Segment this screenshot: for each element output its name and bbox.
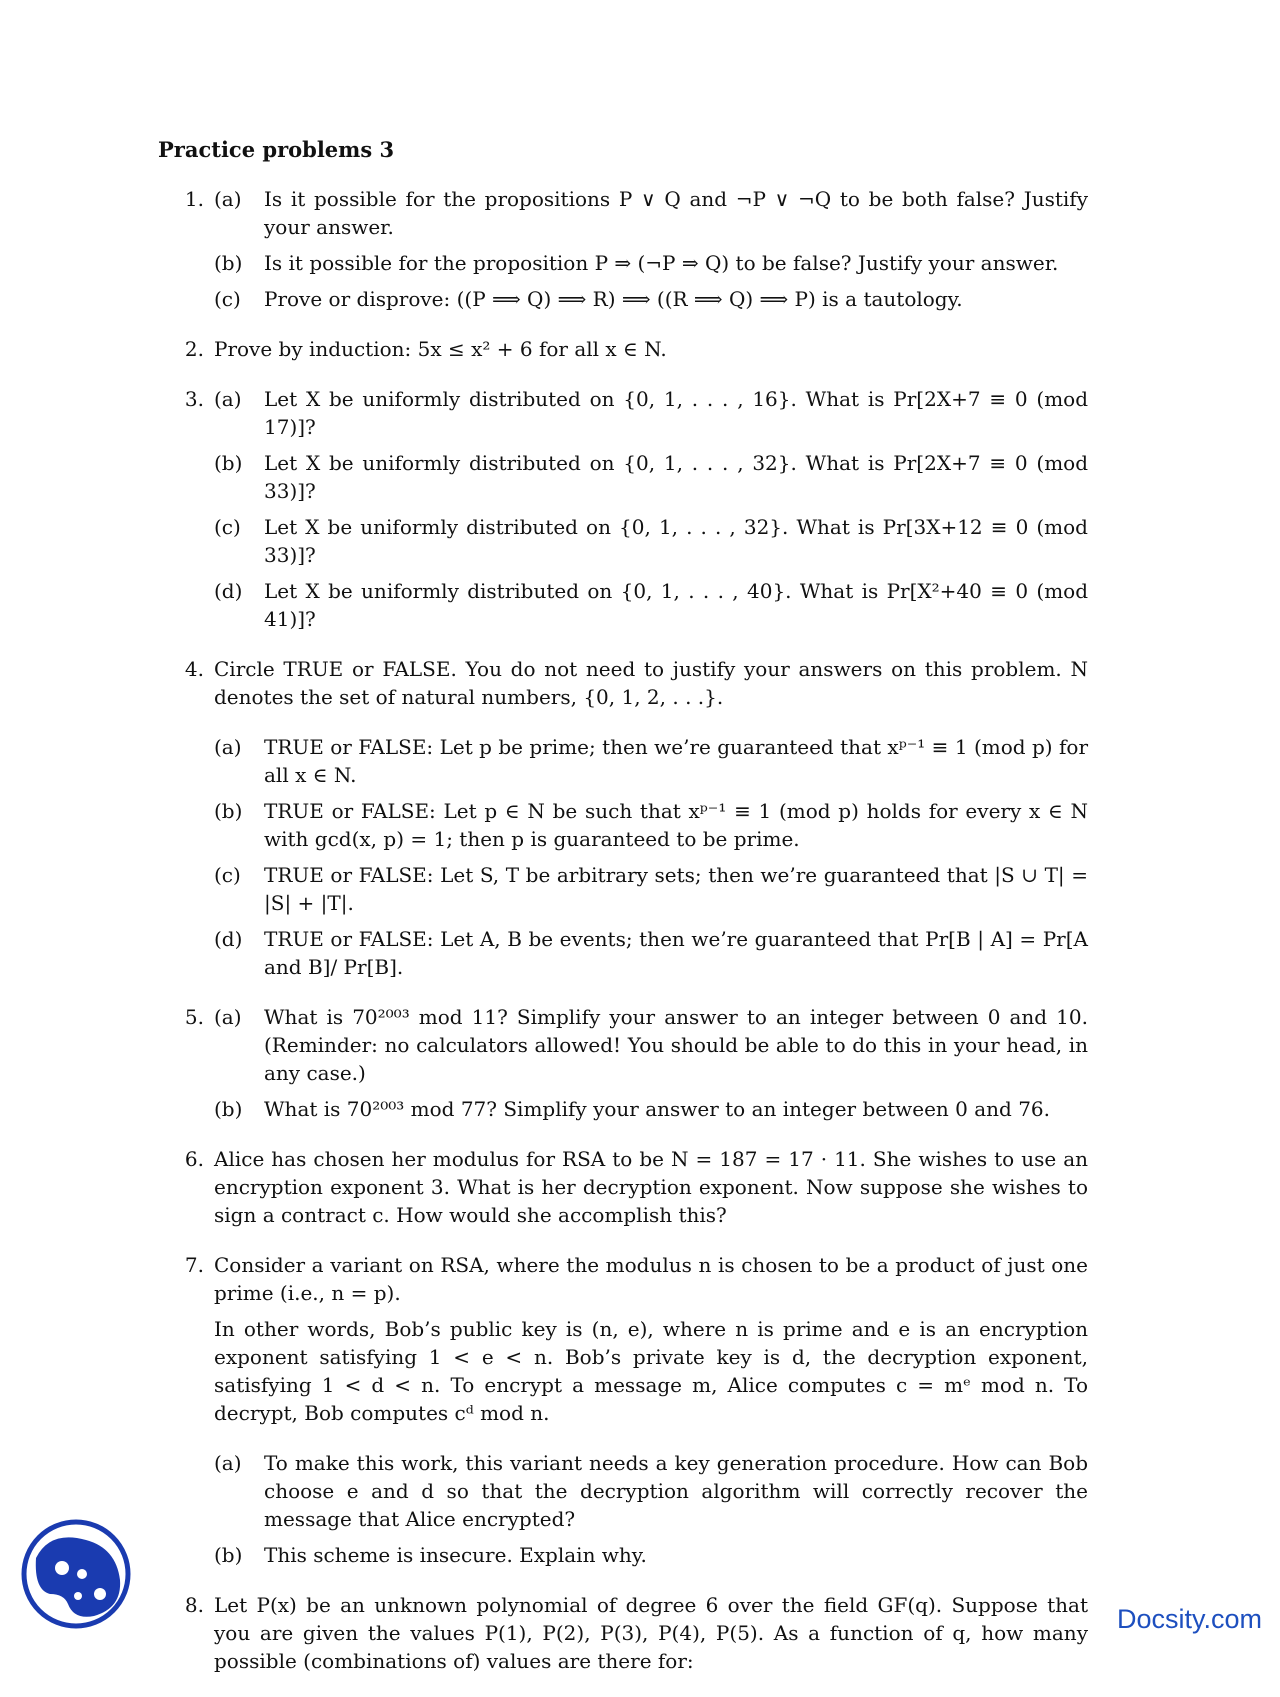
part-text: TRUE or FALSE: Let p be prime; then we’re guaranteed that xᵖ⁻¹ ≡ 1 (mod p) for all x ∈ N. (264, 735, 1088, 787)
part-label: (c) (214, 863, 241, 887)
part-label: (d) (214, 927, 243, 951)
problem-part (214, 925, 1088, 981)
problem-list (158, 185, 1088, 1697)
part-label: (a) (214, 387, 242, 411)
part-label: (b) (214, 1097, 243, 1121)
problem-text: Consider a variant on RSA, where the modulus n is chosen to be a product of just one prime (i.e., n = p). (214, 1253, 1088, 1305)
problem-text: Circle TRUE or FALSE. You do not need to justify your answers on this problem. N denotes the set of natural numbers, {0, 1, 2, . . .}. (214, 657, 1088, 709)
problem-1 (158, 185, 1088, 321)
problem-part (214, 513, 1088, 569)
docsity-watermark[interactable]: Docsity.com (1116, 1604, 1262, 1634)
part-text: What is 70²⁰⁰³ mod 77? Simplify your answer to an integer between 0 and 76. (264, 1097, 1051, 1121)
problem-part (214, 1003, 1088, 1087)
part-text: TRUE or FALSE: Let S, T be arbitrary sets; then we’re guaranteed that |S ∪ T| = |S| + |T|. (264, 863, 1088, 915)
part-text: Let X be uniformly distributed on {0, 1, . . . , 16}. What is Pr[2X+7 ≡ 0 (mod 17)]? (264, 387, 1088, 439)
problem-part (214, 249, 1088, 277)
part-label: (a) (214, 1005, 242, 1029)
problem-7 (158, 1251, 1088, 1577)
problem-part (214, 733, 1088, 789)
problem-number: 3. (184, 387, 204, 411)
problem-2 (158, 335, 1088, 371)
problem-3 (158, 385, 1088, 641)
problem-text: Alice has chosen her modulus for RSA to be N = 187 = 17 · 11. She wishes to use an encryption exponent 3. What is her decryption exponent. Now suppose she wishes to sign a contract c. How would she accomplish this? (214, 1147, 1088, 1227)
problem-5 (158, 1003, 1088, 1131)
part-label: (b) (214, 799, 243, 823)
problem-number: 7. (184, 1253, 204, 1277)
part-text: TRUE or FALSE: Let p ∈ N be such that xᵖ⁻¹ ≡ 1 (mod p) holds for every x ∈ N with gcd(x, p) = 1; then p is guaranteed to be prime. (264, 799, 1088, 851)
problem-part (214, 861, 1088, 917)
problem-text: Prove by induction: 5x ≤ x² + 6 for all x ∈ N. (214, 337, 667, 361)
problem-6 (158, 1145, 1088, 1237)
problem-part (214, 1095, 1088, 1123)
docsity-logo-icon[interactable] (20, 1518, 132, 1630)
part-label: (a) (214, 1451, 242, 1475)
problem-number: 4. (184, 657, 204, 681)
problem-number: 8. (184, 1593, 204, 1617)
problem-8 (158, 1591, 1088, 1683)
part-text: Let X be uniformly distributed on {0, 1, . . . , 32}. What is Pr[2X+7 ≡ 0 (mod 33)]? (264, 451, 1088, 503)
part-label: (a) (214, 735, 242, 759)
part-text: Let X be uniformly distributed on {0, 1, . . . , 32}. What is Pr[3X+12 ≡ 0 (mod 33)]? (264, 515, 1088, 567)
problem-part (214, 449, 1088, 505)
problem-text: Let P(x) be an unknown polynomial of degree 6 over the field GF(q). Suppose that you are given the values P(1), P(2), P(3), P(4), P(5). As a function of q, how many possible (combinations of) values are there for: (214, 1593, 1088, 1673)
part-label: (b) (214, 451, 243, 475)
problem-part (214, 577, 1088, 633)
problem-part (214, 797, 1088, 853)
problem-part (214, 1449, 1088, 1533)
problem-number: 5. (184, 1005, 204, 1029)
part-text: Is it possible for the propositions P ∨ Q and ¬P ∨ ¬Q to be both false? Justify your answer. (264, 187, 1088, 239)
problem-number: 6. (184, 1147, 204, 1171)
problem-part (214, 285, 1088, 313)
part-text: TRUE or FALSE: Let A, B be events; then we’re guaranteed that Pr[B | A] = Pr[A and B]/ Pr[B]. (264, 927, 1088, 979)
part-text: Is it possible for the proposition P ⇒ (¬P ⇒ Q) to be false? Justify your answer. (264, 251, 1059, 275)
part-label: (b) (214, 251, 243, 275)
part-text: This scheme is insecure. Explain why. (264, 1543, 647, 1567)
problem-4 (158, 655, 1088, 989)
part-label: (c) (214, 515, 241, 539)
problem-text-continued: In other words, Bob’s public key is (n, e), where n is prime and e is an encryption exponent satisfying 1 < e < n. Bob’s private key is d, the decryption exponent, satisfying 1 < d < n. To encrypt a message m, Alice computes c = mᵉ mod n. To decrypt, Bob computes cᵈ mod n. (214, 1317, 1088, 1425)
part-text: Prove or disprove: ((P ⟹ Q) ⟹ R) ⟹ ((R ⟹ Q) ⟹ P) is a tautology. (264, 287, 963, 311)
problem-part (214, 185, 1088, 241)
part-label: (a) (214, 187, 242, 211)
part-text: To make this work, this variant needs a key generation procedure. How can Bob choose e and d so that the decryption algorithm will correctly recover the message that Alice encrypted? (264, 1451, 1088, 1531)
part-label: (d) (214, 579, 243, 603)
problem-number: 1. (184, 187, 204, 211)
problem-number: 2. (184, 337, 204, 361)
part-text: Let X be uniformly distributed on {0, 1, . . . , 40}. What is Pr[X²+40 ≡ 0 (mod 41)]? (264, 579, 1088, 631)
part-label: (c) (214, 287, 241, 311)
page-title: Practice problems 3 (158, 137, 395, 162)
problem-part (214, 385, 1088, 441)
part-label: (b) (214, 1543, 243, 1567)
part-text: What is 70²⁰⁰³ mod 11? Simplify your answer to an integer between 0 and 10. (Reminder: no calculators allowed! You should be able to do this in your head, in any case.) (264, 1005, 1088, 1085)
problem-part (214, 1541, 1088, 1569)
